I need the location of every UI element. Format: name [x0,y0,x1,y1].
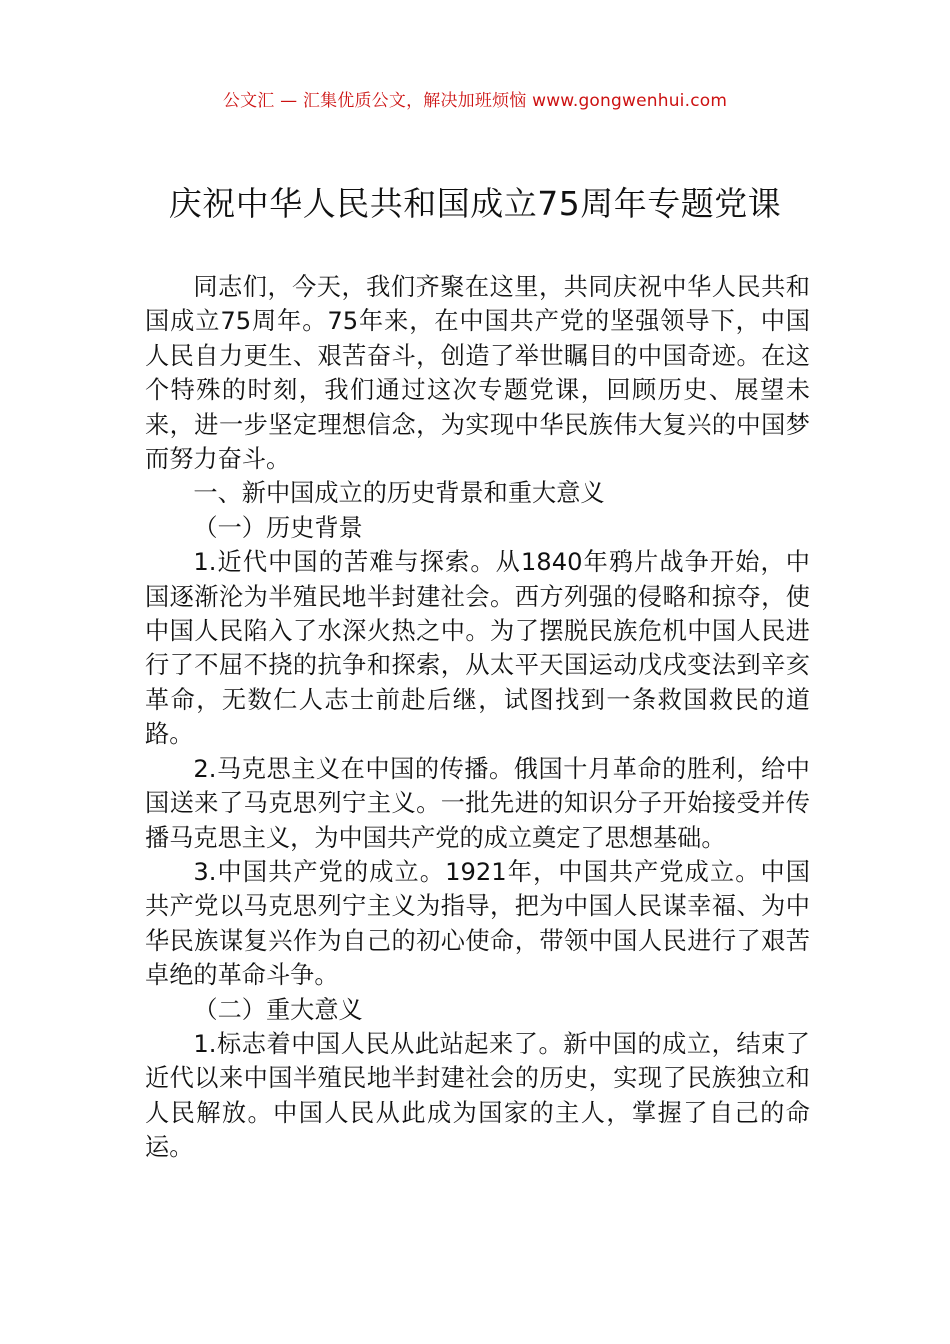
paragraph-significance-1: 1.标志着中国人民从此站起来了。新中国的成立，结束了近代以来中国半殖民地半封建社会的历史，实现了民族独立和人民解放。中国人民从此成为国家的主人，掌握了自己的命运。 [145,1029,810,1162]
paragraph-history-3: 3.中国共产党的成立。1921年，中国共产党成立。中国共产党以马克思列宁主义为指导，把为中国人民谋幸福、为中华民族谋复兴作为自己的初心使命，带领中国人民进行了艰苦卓绝的革命斗争。 [145,857,810,990]
document-title: 庆祝中华人民共和国成立75周年专题党课 [168,184,782,223]
document-body [145,270,810,1165]
paragraph-history-2: 2.马克思主义在中国的传播。俄国十月革命的胜利，给中国送来了马克思列宁主义。一批先进的知识分子开始接受并传播马克思主义，为中国共产党的成立奠定了思想基础。 [145,754,810,852]
subsection-heading-history: （一）历史背景 [193,513,363,542]
subsection-heading-significance: （二）重大意义 [193,995,363,1024]
paragraph-history-1: 1.近代中国的苦难与探索。从1840年鸦片战争开始，中国逐渐沦为半殖民地半封建社会。西方列强的侵略和掠夺，使中国人民陷入了水深火热之中。为了摆脱民族危机中国人民进行了不屈不挠的抗争和探索，从太平天国运动戊戌变法到辛亥革命，无数仁人志士前赴后继，试图找到一条救国救民的道路。 [145,548,810,749]
section-heading-1: 一、新中国成立的历史背景和重大意义 [193,479,605,508]
paragraph-intro: 同志们，今天，我们齐聚在这里，共同庆祝中华人民共和国成立75周年。75年来，在中国共产党的坚强领导下，中国人民自力更生、艰苦奋斗，创造了举世瞩目的中国奇迹。在这个特殊的时刻，我们通过这次专题党课，回顾历史、展望未来，进一步坚定理想信念，为实现中华民族伟大复兴的中国梦而努力奋斗。 [145,273,810,474]
header-watermark: 公文汇 — 汇集优质公文，解决加班烦恼 www.gongwenhui.com [222,91,728,111]
